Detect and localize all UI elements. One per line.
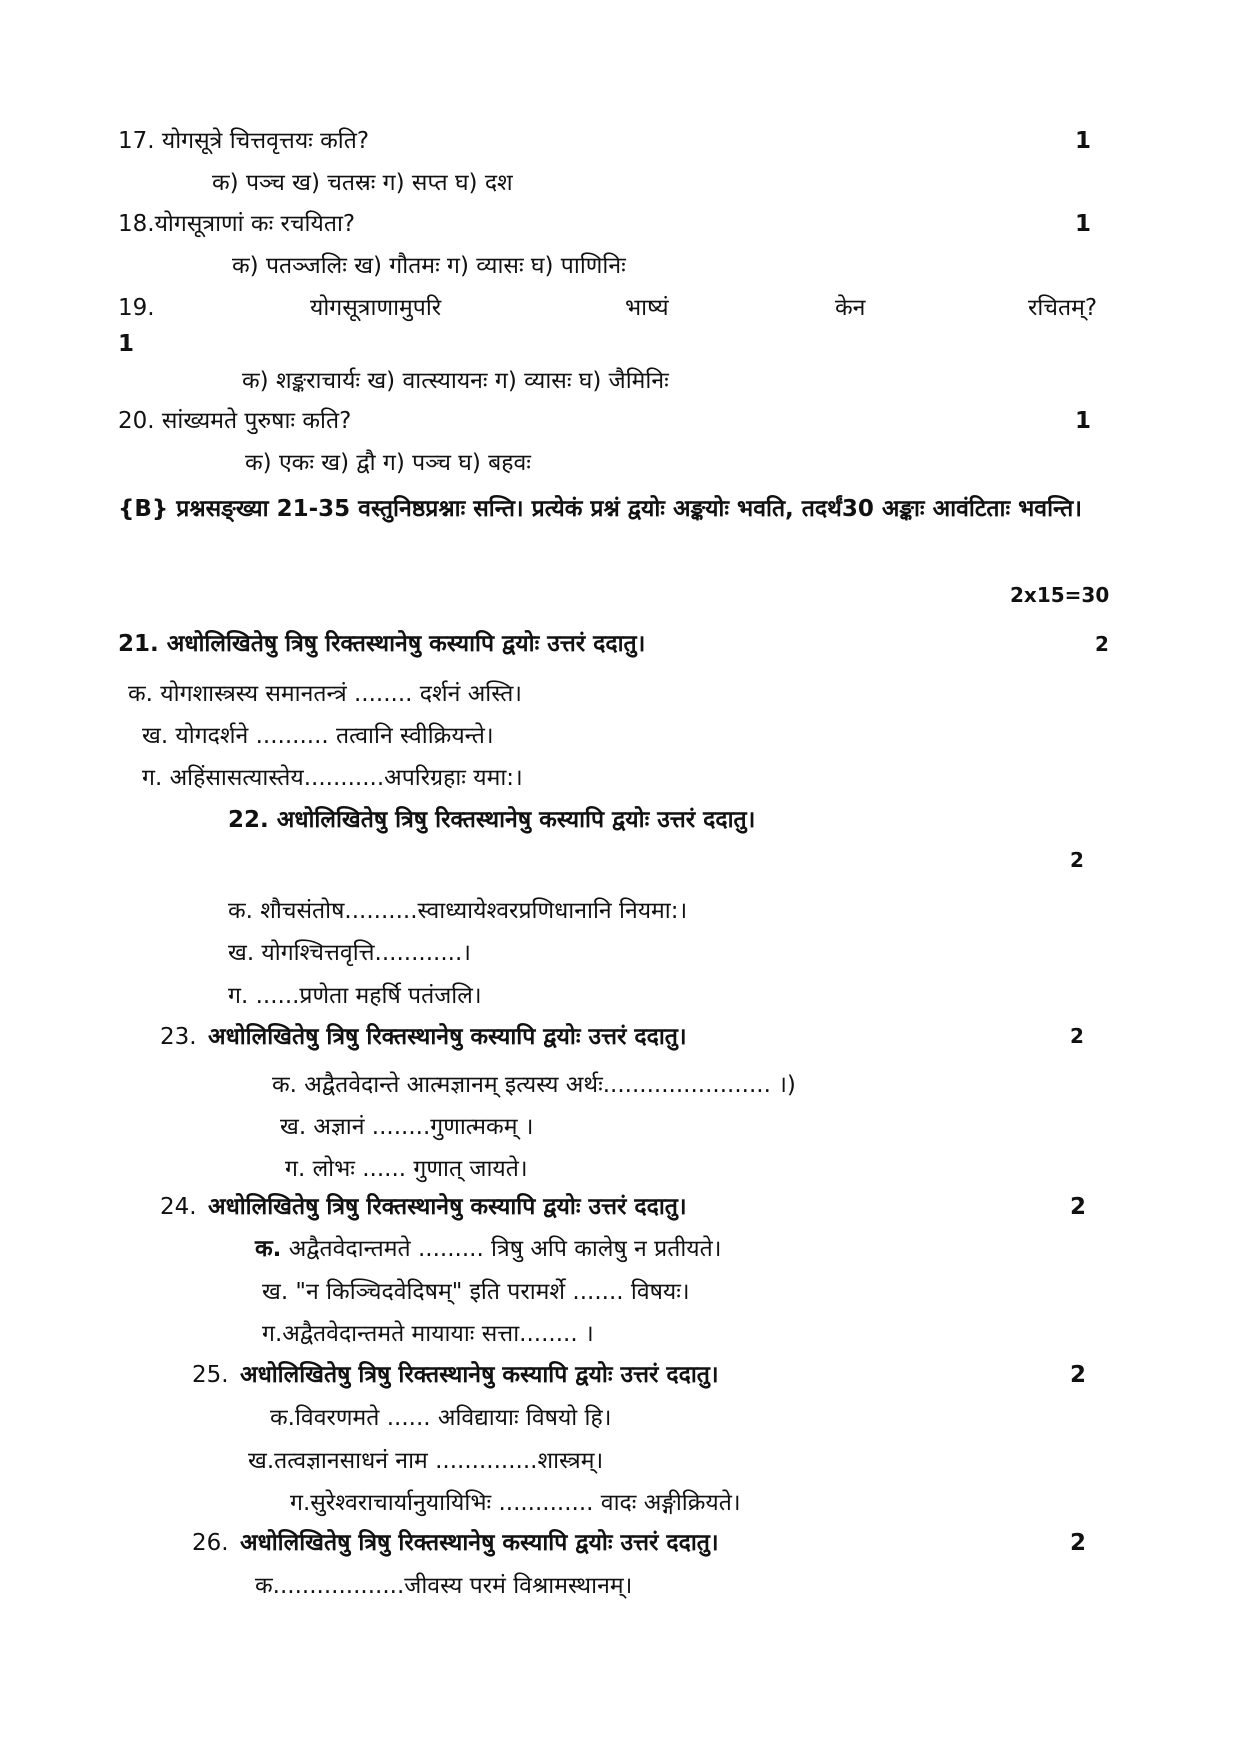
q24-item-text: अद्वैतवेदान्तमते ......... त्रिषु अपि कालेषु न प्रतीयते। bbox=[281, 1236, 722, 1262]
q21-item: ख. योगदर्शने .......... तत्वानि स्वीक्रियन्ते। bbox=[142, 723, 494, 749]
q24-item: ख. "न किञ्चिदवेदिषम्" इति परामर्शे ....... विषयः। bbox=[262, 1279, 690, 1305]
q24-item-label: क. bbox=[255, 1236, 282, 1262]
q23-question: अधोलिखितेषु त्रिषु रिक्तस्थानेषु कस्यापि द्वयोः उत्तरं ददातु। bbox=[208, 1024, 687, 1050]
q25-number: 25. bbox=[192, 1362, 229, 1388]
q19-word-2: भाष्यं bbox=[625, 295, 669, 321]
q24-number: 24. bbox=[160, 1194, 197, 1220]
q22-item: ख. योगश्चित्तवृत्ति............। bbox=[228, 940, 471, 966]
q20-question: 20. सांख्यमते पुरुषाः कति? bbox=[118, 408, 352, 434]
q19-marks: 1 bbox=[118, 331, 135, 357]
q22-item: ग. ......प्रणेता महर्षि पतंजलि। bbox=[228, 983, 482, 1009]
q21-marks: 2 bbox=[1095, 632, 1109, 656]
q21-item: ग. अहिंसासत्यास्तेय...........अपरिग्रहाः यमा:। bbox=[142, 765, 523, 791]
section-b-instructions: {B} प्रश्नसङ्ख्या 21-35 वस्तुनिष्ठप्रश्नाः सन्ति। प्रत्येकं प्रश्नं द्वयोः अङ्कयोः भवति, तदर्थं30 अङ्काः आवंटिताः भवन्ति। bbox=[118, 496, 1082, 522]
q20-options: क) एकः ख) द्वौ ग) पञ्च घ) बहवः bbox=[245, 450, 531, 476]
q18-marks: 1 bbox=[1075, 211, 1092, 237]
q19-word-4: रचितम्? bbox=[1028, 295, 1098, 321]
q21-item: क. योगशास्त्रस्य समानतन्त्रं ........ दर्शनं अस्ति। bbox=[128, 681, 523, 707]
q23-number: 23. bbox=[160, 1024, 197, 1050]
q25-item: क.विवरणमते ...... अविद्यायाः विषयो हि। bbox=[270, 1405, 612, 1431]
q19-number: 19. bbox=[118, 295, 155, 321]
q18-question: 18.योगसूत्राणां कः रचयिता? bbox=[118, 211, 356, 237]
q19-options: क) शङ्कराचार्यः ख) वात्स्यायनः ग) व्यासः घ) जैमिनिः bbox=[242, 368, 669, 394]
q20-marks: 1 bbox=[1075, 408, 1092, 434]
q24-marks: 2 bbox=[1070, 1194, 1087, 1220]
q19-word-1: योगसूत्राणामुपरि bbox=[310, 295, 442, 321]
q24-item bbox=[255, 1238, 721, 1261]
q24-item: ग.अद्वैतवेदान्तमते मायायाः सत्ता........ । bbox=[262, 1321, 594, 1347]
q17-options: क) पञ्च ख) चतस्रः ग) सप्त घ) दश bbox=[212, 170, 513, 196]
section-b-total: 2x15=30 bbox=[1010, 583, 1110, 607]
q22-marks: 2 bbox=[1070, 848, 1084, 872]
q22-item: क. शौचसंतोष..........स्वाध्यायेश्वरप्रणिधानानि नियमा:। bbox=[228, 898, 688, 924]
q25-question: अधोलिखितेषु त्रिषु रिक्तस्थानेषु कस्यापि द्वयोः उत्तरं ददातु। bbox=[240, 1362, 719, 1388]
q23-item: क. अद्वैतवेदान्ते आत्मज्ञानम् इत्यस्य अर्थः....................... ।) bbox=[272, 1072, 796, 1098]
q19-word-3: केन bbox=[835, 295, 866, 321]
q23-marks: 2 bbox=[1070, 1024, 1084, 1048]
q26-item: क..................जीवस्य परमं विश्रामस्थानम्। bbox=[255, 1573, 633, 1599]
q24-question: अधोलिखितेषु त्रिषु रिक्तस्थानेषु कस्यापि द्वयोः उत्तरं ददातु। bbox=[208, 1194, 687, 1220]
q26-number: 26. bbox=[192, 1530, 229, 1556]
q25-marks: 2 bbox=[1070, 1362, 1087, 1388]
q23-item: ख. अज्ञानं ........गुणात्मकम् । bbox=[280, 1114, 534, 1140]
q25-item: ग.सुरेश्वराचार्यानुयायिभिः ............. वादः अङ्गीक्रियते। bbox=[290, 1490, 741, 1516]
q22-question: 22. अधोलिखितेषु त्रिषु रिक्तस्थानेषु कस्यापि द्वयोः उत्तरं ददातु। bbox=[228, 807, 756, 833]
q18-options: क) पतञ्जलिः ख) गौतमः ग) व्यासः घ) पाणिनिः bbox=[232, 253, 626, 279]
q23-item: ग. लोभः ...... गुणात् जायते। bbox=[285, 1156, 528, 1182]
q17-question: 17. योगसूत्रे चित्तवृत्तयः कति? bbox=[118, 128, 370, 154]
q25-item: ख.तत्वज्ञानसाधनं नाम ..............शास्त्रम्। bbox=[248, 1448, 604, 1474]
q21-question: 21. अधोलिखितेषु त्रिषु रिक्तस्थानेषु कस्यापि द्वयोः उत्तरं ददातु। bbox=[118, 631, 646, 657]
q26-question: अधोलिखितेषु त्रिषु रिक्तस्थानेषु कस्यापि द्वयोः उत्तरं ददातु। bbox=[240, 1530, 719, 1556]
q26-marks: 2 bbox=[1070, 1530, 1087, 1556]
q17-marks: 1 bbox=[1075, 128, 1092, 154]
